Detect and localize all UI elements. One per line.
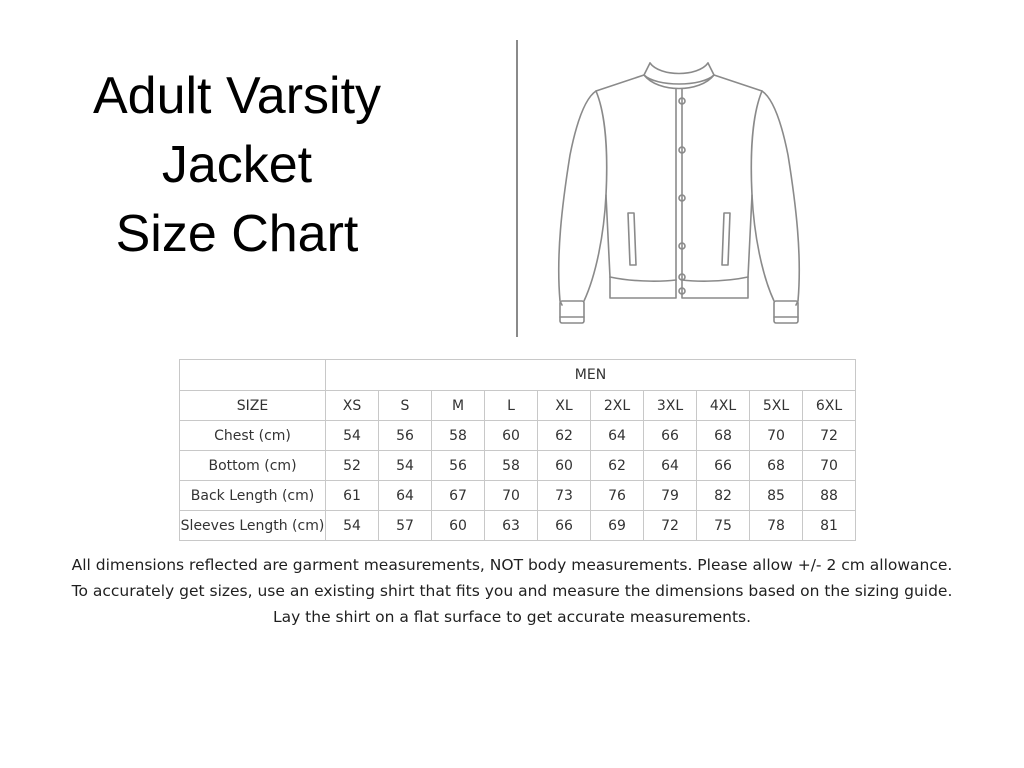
vertical-divider <box>516 40 518 337</box>
table-row <box>180 481 856 511</box>
row-label: Bottom (cm) <box>180 451 326 481</box>
value-cell: 64 <box>379 481 432 511</box>
size-cell: M <box>432 391 485 421</box>
page-title <box>37 62 437 269</box>
value-cell: 76 <box>591 481 644 511</box>
note-line: Lay the shirt on a flat surface to get accurate measurements. <box>272 608 752 626</box>
size-chart-table <box>179 359 856 541</box>
value-cell: 69 <box>591 511 644 541</box>
value-cell: 66 <box>538 511 591 541</box>
note-line: To accurately get sizes, use an existing shirt that fits you and measure the dimensions based on the sizing guide. <box>71 582 953 600</box>
value-cell: 81 <box>803 511 856 541</box>
value-cell: 61 <box>326 481 379 511</box>
value-cell: 57 <box>379 511 432 541</box>
value-cell: 54 <box>326 421 379 451</box>
value-cell: 52 <box>326 451 379 481</box>
value-cell: 66 <box>697 451 750 481</box>
size-cell: S <box>379 391 432 421</box>
value-cell: 62 <box>538 421 591 451</box>
value-cell: 54 <box>379 451 432 481</box>
value-cell: 60 <box>432 511 485 541</box>
value-cell: 60 <box>538 451 591 481</box>
value-cell: 72 <box>644 511 697 541</box>
value-cell: 73 <box>538 481 591 511</box>
value-cell: 63 <box>485 511 538 541</box>
value-cell: 56 <box>432 451 485 481</box>
table-row <box>180 421 856 451</box>
value-cell: 70 <box>750 421 803 451</box>
size-cell: L <box>485 391 538 421</box>
table-row <box>180 511 856 541</box>
measurement-notes <box>20 552 1004 630</box>
value-cell: 58 <box>485 451 538 481</box>
value-cell: 68 <box>750 451 803 481</box>
title-line: Adult Varsity <box>92 67 382 125</box>
value-cell: 66 <box>644 421 697 451</box>
value-cell: 79 <box>644 481 697 511</box>
size-header: SIZE <box>180 391 326 421</box>
value-cell: 75 <box>697 511 750 541</box>
group-header-row <box>180 360 856 391</box>
value-cell: 64 <box>644 451 697 481</box>
size-cell: 6XL <box>803 391 856 421</box>
size-cell: 3XL <box>644 391 697 421</box>
value-cell: 68 <box>697 421 750 451</box>
value-cell: 85 <box>750 481 803 511</box>
note-line: All dimensions reflected are garment measurements, NOT body measurements. Please allow +/- 2 cm allowance. <box>71 556 953 574</box>
size-cell: 2XL <box>591 391 644 421</box>
value-cell: 88 <box>803 481 856 511</box>
size-cell: 4XL <box>697 391 750 421</box>
value-cell: 64 <box>591 421 644 451</box>
blank-cell <box>180 360 326 391</box>
value-cell: 67 <box>432 481 485 511</box>
row-label: Sleeves Length (cm) <box>180 511 326 541</box>
value-cell: 58 <box>432 421 485 451</box>
table-row <box>180 451 856 481</box>
row-label: Chest (cm) <box>180 421 326 451</box>
value-cell: 60 <box>485 421 538 451</box>
value-cell: 72 <box>803 421 856 451</box>
value-cell: 56 <box>379 421 432 451</box>
value-cell: 82 <box>697 481 750 511</box>
varsity-jacket-icon <box>548 55 810 330</box>
value-cell: 78 <box>750 511 803 541</box>
size-cell: 5XL <box>750 391 803 421</box>
size-header-row <box>180 391 856 421</box>
size-cell: XL <box>538 391 591 421</box>
row-label: Back Length (cm) <box>180 481 326 511</box>
value-cell: 70 <box>803 451 856 481</box>
title-line: Jacket <box>161 136 313 194</box>
value-cell: 70 <box>485 481 538 511</box>
title-line: Size Chart <box>115 205 359 263</box>
size-cell: XS <box>326 391 379 421</box>
group-label: MEN <box>326 360 856 391</box>
value-cell: 62 <box>591 451 644 481</box>
value-cell: 54 <box>326 511 379 541</box>
